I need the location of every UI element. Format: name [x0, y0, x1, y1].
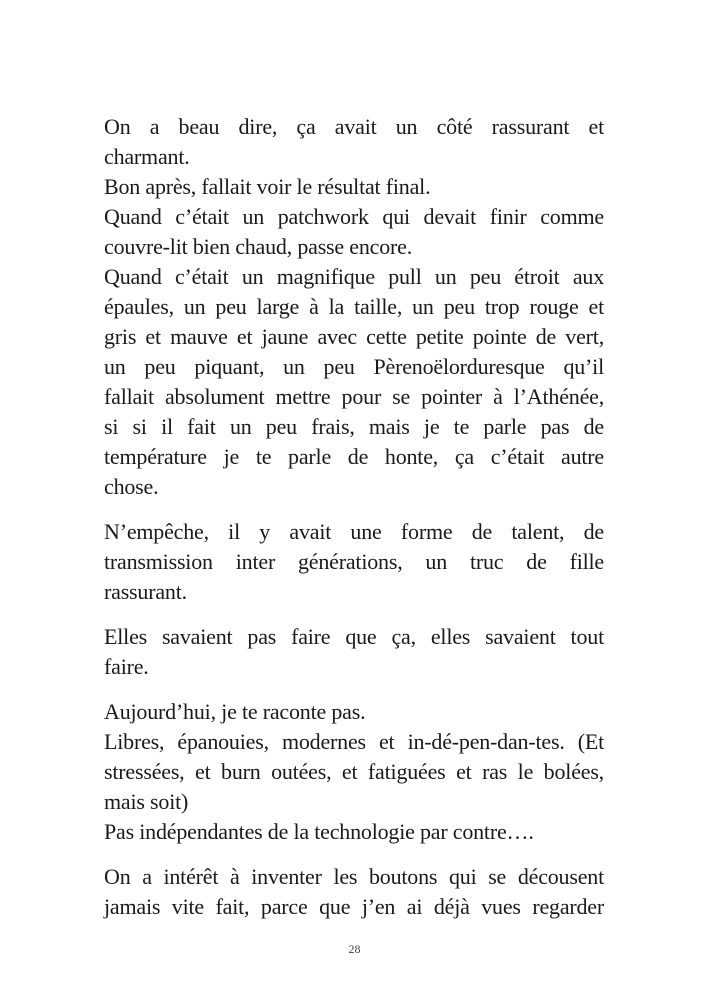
text-line: transmission inter générations, un truc de fille	[104, 549, 604, 574]
text-line: un peu piquant, un peu Pèrenoëlorduresque qu’il	[104, 354, 604, 379]
text-line: Quand c’était un patchwork qui devait finir comme	[104, 204, 604, 229]
paragraph-3	[104, 622, 604, 682]
text-line: chose.	[104, 474, 159, 499]
text-line: On a beau dire, ça avait un côté rassurant et	[104, 114, 604, 139]
text-line: faire.	[104, 654, 149, 679]
text-line: rassurant.	[104, 579, 187, 604]
text-line: Pas indépendantes de la technologie par contre….	[104, 819, 534, 844]
text-line: Bon après, fallait voir le résultat final.	[104, 174, 431, 199]
text-line: charmant.	[104, 144, 190, 169]
paragraph-4	[104, 697, 604, 847]
page-number: 28	[348, 942, 361, 956]
paragraph-1	[104, 112, 604, 502]
text-line: Elles savaient pas faire que ça, elles savaient tout	[104, 624, 604, 649]
text-line: stressées, et burn outées, et fatiguées et ras le bolées,	[104, 759, 604, 784]
text-line: fallait absolument mettre pour se pointer à l’Athénée,	[104, 384, 604, 409]
paragraph-5	[104, 862, 604, 922]
text-line: Quand c’était un magnifique pull un peu étroit aux	[104, 264, 604, 289]
text-line: mais soit)	[104, 789, 189, 814]
document-body	[104, 112, 604, 937]
text-line: couvre-lit bien chaud, passe encore.	[104, 234, 412, 259]
text-line: On a intérêt à inventer les boutons qui se décousent	[104, 864, 604, 889]
paragraph-2	[104, 517, 604, 607]
text-line: si si il fait un peu frais, mais je te parle pas de	[104, 414, 604, 439]
text-line: température je te parle de honte, ça c’était autre	[104, 444, 604, 469]
text-line: gris et mauve et jaune avec cette petite pointe de vert,	[104, 324, 604, 349]
text-line: Aujourd’hui, je te raconte pas.	[104, 699, 366, 724]
text-line: N’empêche, il y avait une forme de talent, de	[104, 519, 604, 544]
text-line: Libres, épanouies, modernes et in-dé-pen-dan-tes. (Et	[104, 729, 604, 754]
text-line: épaules, un peu large à la taille, un peu trop rouge et	[104, 294, 604, 319]
text-line: jamais vite fait, parce que j’en ai déjà vues regarder	[104, 894, 604, 919]
